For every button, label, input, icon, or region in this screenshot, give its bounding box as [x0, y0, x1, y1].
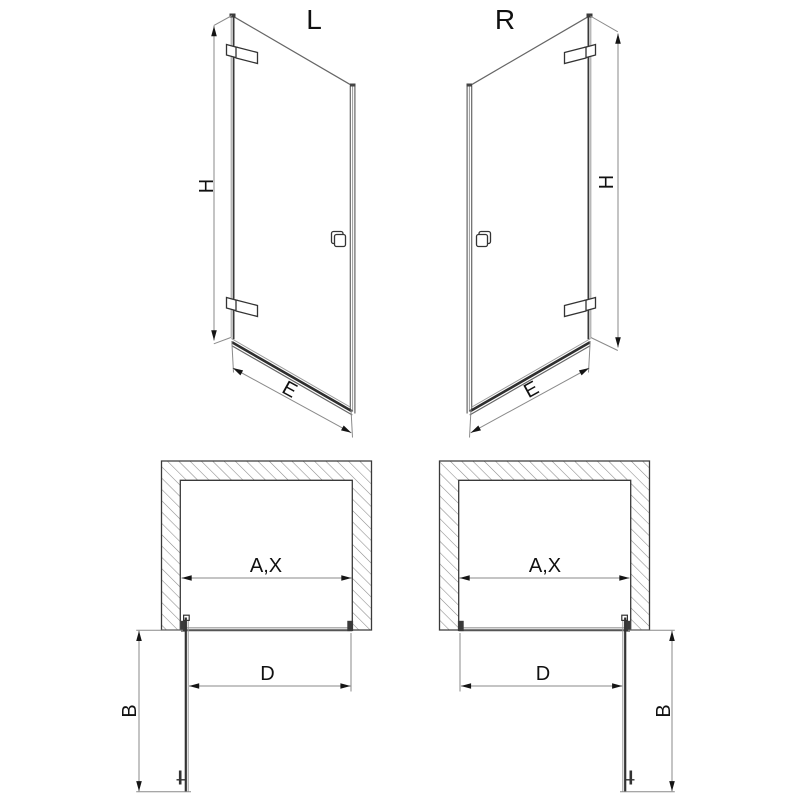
- plan-right-walkin-dimension: [460, 633, 622, 692]
- plan-right-walkin-label: D: [535, 663, 551, 685]
- door-left-label: L: [306, 4, 322, 35]
- plan-left-door-handle: [177, 771, 187, 785]
- door-left-height-dimension: [196, 16, 232, 344]
- door-left-elevation: [196, 4, 356, 438]
- plan-right-open-door: [622, 615, 635, 792]
- plan-right-opening-label: A,X: [528, 555, 562, 577]
- door-left-width-label: E: [278, 377, 301, 403]
- plan-left-walkin-label: D: [260, 663, 275, 685]
- plan-left-projection-label: B: [119, 704, 141, 718]
- plan-right-opening-dimension: [460, 555, 630, 578]
- plan-left-walkin-dimension: [189, 633, 351, 692]
- door-right-height-label: H: [596, 174, 618, 190]
- plan-right-projection-dimension: [620, 630, 675, 792]
- door-right-label: R: [494, 4, 516, 35]
- plan-view-left: [119, 461, 372, 792]
- door-right-elevation: [467, 4, 619, 438]
- plan-left-projection-dimension: [119, 630, 191, 792]
- plan-left-opening-label: A,X: [249, 555, 283, 577]
- door-right-width-label: E: [520, 377, 543, 403]
- plan-left-open-door: [177, 615, 190, 792]
- plan-right-projection-label: B: [653, 704, 675, 718]
- plan-left-threshold: [181, 621, 353, 632]
- door-left-glass-panel: [230, 14, 356, 416]
- plan-right-door-handle: [625, 771, 635, 785]
- door-left-height-label: H: [196, 178, 218, 194]
- plan-left-wall: [162, 461, 372, 630]
- plan-view-right: [440, 461, 676, 792]
- door-right-glass-panel: [467, 14, 593, 416]
- plan-right-threshold: [458, 621, 630, 632]
- plan-left-opening-dimension: [182, 555, 352, 578]
- plan-right-wall: [440, 461, 650, 630]
